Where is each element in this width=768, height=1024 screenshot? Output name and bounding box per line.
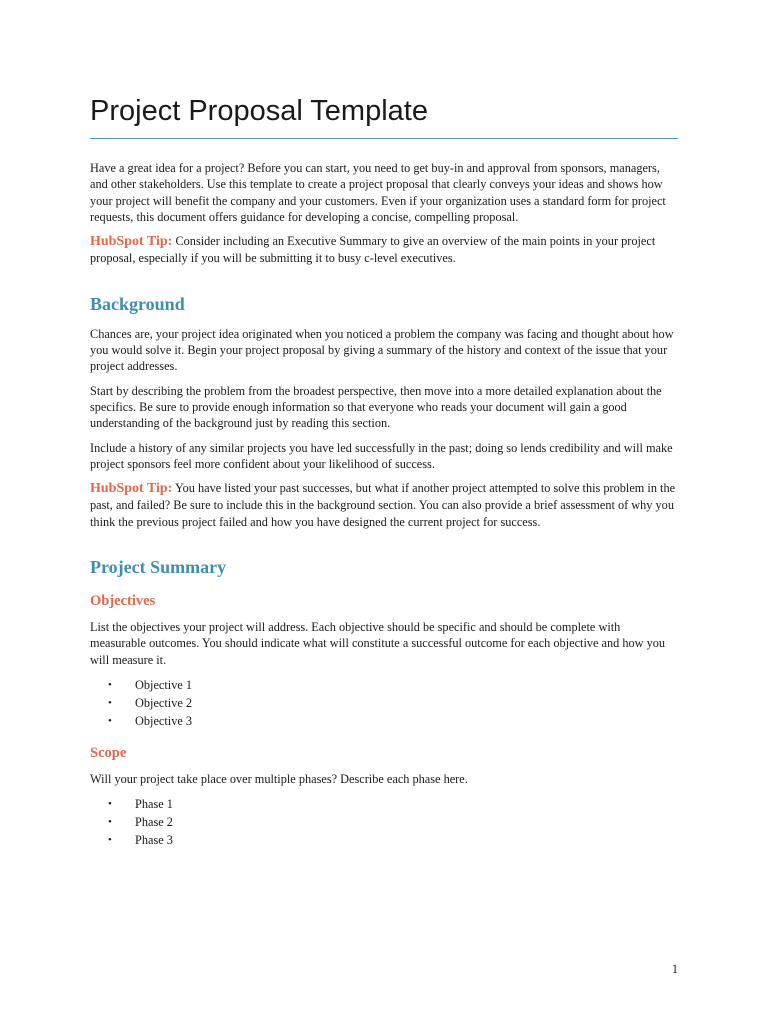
document-body — [90, 160, 678, 857]
title-underline — [90, 138, 678, 139]
tip-text: You have listed your past successes, but what if another project attempted to solve this problem in the past, and failed? Be sure to include this in the background section. You can also provide a brief assessment of why you think the previous project failed and how you have designed the current project for success. — [90, 481, 676, 529]
list-item-text: Phase 3 — [135, 833, 173, 848]
list-item — [108, 795, 678, 813]
objectives-heading: Objectives — [90, 593, 156, 610]
list-item — [108, 712, 678, 730]
list-item-text: Objective 2 — [135, 695, 193, 710]
bullet-icon: • — [108, 816, 112, 829]
page-title: Project Proposal Template — [90, 95, 428, 127]
bullet-icon: • — [108, 678, 112, 691]
tip-label: HubSpot Tip: — [90, 234, 173, 250]
list-item-text: Objective 1 — [135, 677, 193, 692]
background-paragraph: Chances are, your project idea originated when you noticed a problem the company was facing and thought about how you would solve it. Begin your project proposal by giving a summary of the history and context of the issue that your project addresses. — [90, 326, 674, 374]
hubspot-tip-executive-summary — [90, 233, 678, 267]
background-paragraph: Include a history of any similar projects you have led successfully in the past; doing so lends credibility and will make project sponsors feel more confident about your likelihood of success. — [90, 440, 673, 471]
background-heading: Background — [90, 293, 185, 314]
list-item-text: Phase 1 — [135, 797, 173, 812]
page-number: 1 — [671, 962, 678, 976]
tip-text: Consider including an Executive Summary to give an overview of the main points in your project proposal, especially if you will be submitting it to busy c-level executives. — [90, 234, 656, 266]
scope-heading: Scope — [90, 744, 127, 761]
objectives-paragraph: List the objectives your project will address. Each objective should be specific and should be complete with measurable outcomes. You should indicate what will constitute a successful outcome for each objective and how you will measure it. — [90, 620, 666, 667]
background-paragraph: Start by describing the problem from the broadest perspective, then move into a more detailed explanation about the specifics. Be sure to provide enough information so that everyone who reads your document will gain a good understanding of the background just by reading this section. — [90, 383, 662, 431]
list-item — [108, 694, 678, 712]
bullet-icon: • — [108, 834, 112, 847]
bullet-icon: • — [108, 714, 112, 727]
project-summary-heading: Project Summary — [90, 557, 227, 578]
list-item — [108, 813, 678, 831]
list-item-text: Phase 2 — [135, 815, 173, 830]
objectives-list — [90, 676, 678, 730]
list-item-text: Objective 3 — [135, 713, 193, 728]
intro-paragraph: Have a great idea for a project? Before you can start, you need to get buy-in and approval from sponsors, managers, and other stakeholders. Use this template to create a project proposal that clearly conveys your ideas and shows how your project will benefit the company and your customers. Even if your organization uses a standard form for project requests, this document offers guidance for developing a concise, compelling proposal. — [90, 161, 666, 224]
scope-paragraph: Will your project take place over multiple phases? Describe each phase here. — [90, 771, 468, 786]
list-item — [108, 676, 678, 694]
bullet-icon: • — [108, 696, 112, 709]
phases-list — [90, 795, 678, 849]
list-item — [108, 831, 678, 849]
bullet-icon: • — [108, 798, 112, 811]
tip-label: HubSpot Tip: — [90, 481, 173, 497]
hubspot-tip-background — [90, 480, 678, 530]
